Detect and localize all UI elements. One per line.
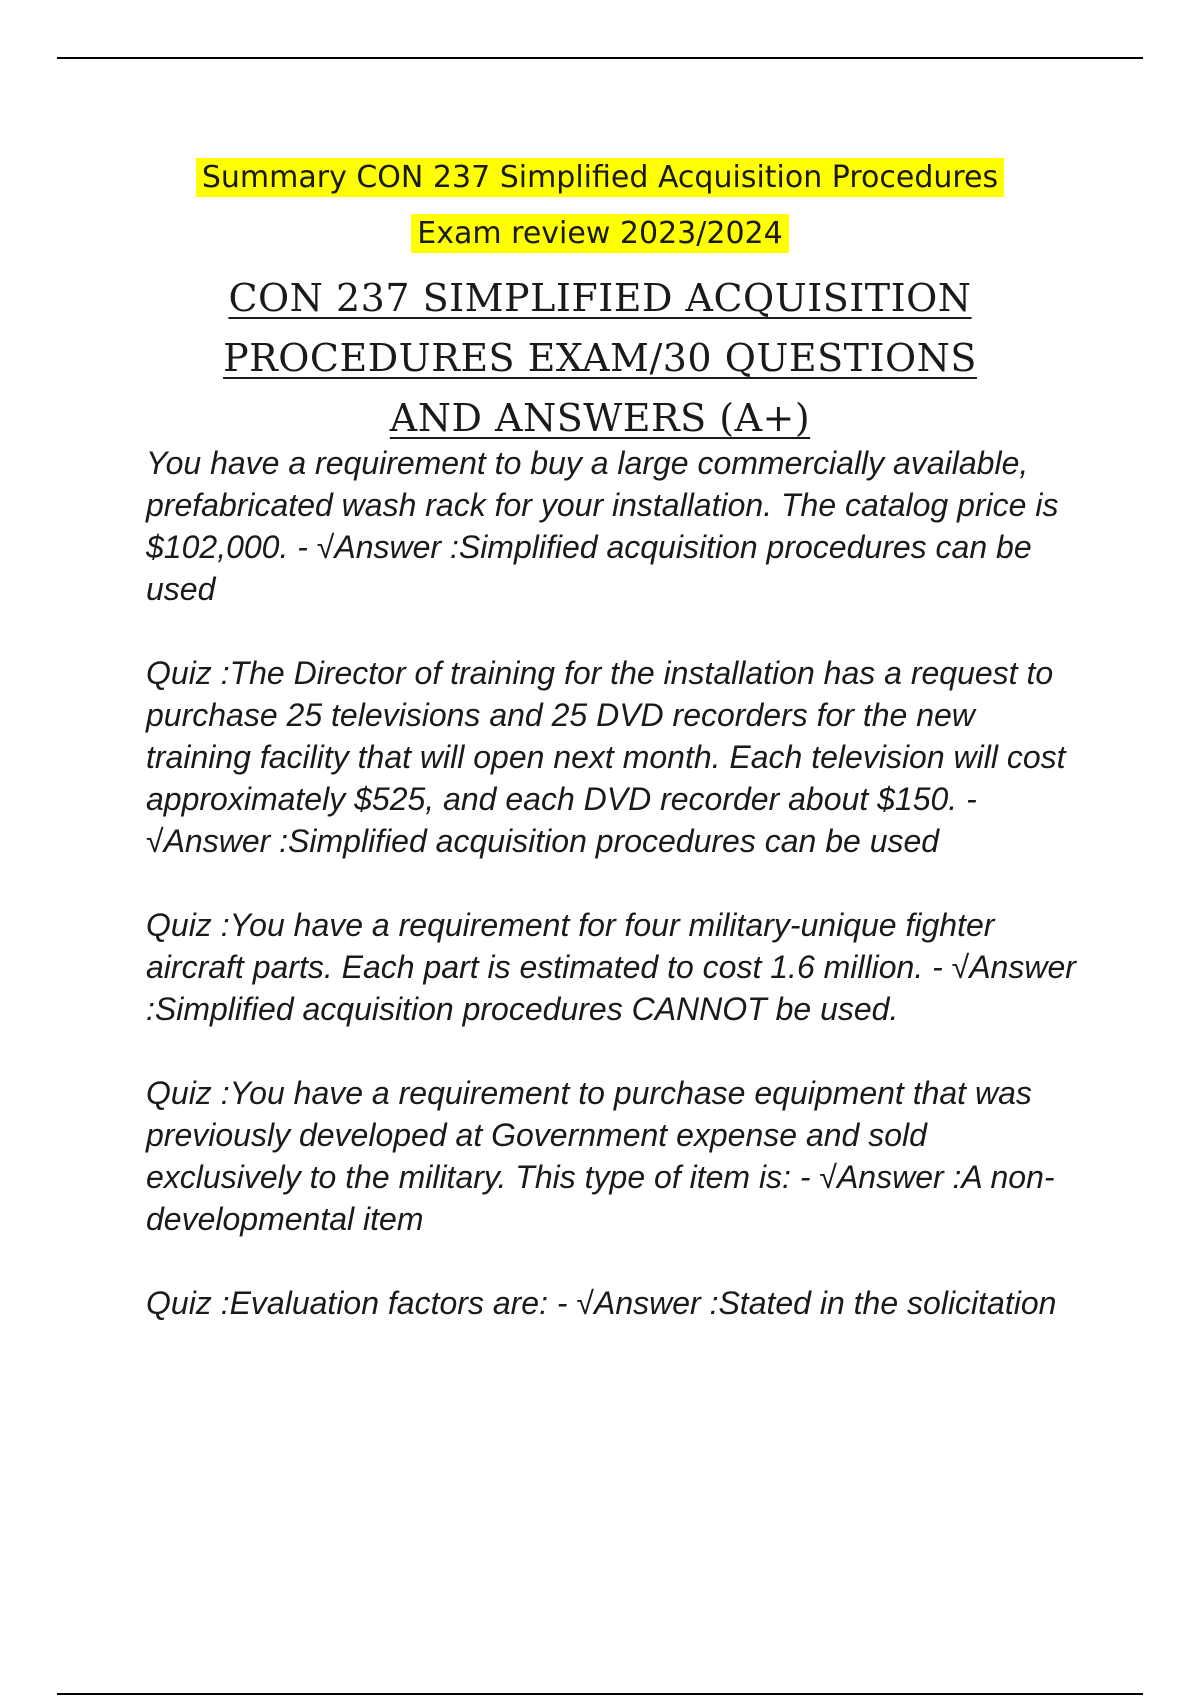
document-title [0, 268, 1200, 448]
question-answer-list [146, 442, 1076, 1366]
qa-item-3: Quiz :You have a requirement for four military-unique fighter aircraft parts. Each part is estimated to cost 1.6 million. - √Answer :Simplified acquisition procedures CANNOT be used. [146, 907, 1076, 1027]
title-line-3: AND ANSWERS (A+) [389, 396, 811, 440]
qa-item-5: Quiz :Evaluation factors are: - √Answer :Stated in the solicitation [146, 1285, 1057, 1321]
qa-item-4: Quiz :You have a requirement to purchase equipment that was previously developed at Government expense and sold exclusively to the military. This type of item is: - √Answer :A non-developmental item [146, 1075, 1055, 1237]
qa-item-1: You have a requirement to buy a large commercially available, prefabricated wash rack for your installation. The catalog price is $102,000. - √Answer :Simplified acquisition procedures can be used [146, 445, 1059, 607]
bottom-rule [57, 1693, 1143, 1695]
title-line-1: CON 237 SIMPLIFIED ACQUISITION [228, 276, 972, 320]
summary-line-1: Summary CON 237 Simplified Acquisition Procedures [196, 158, 1004, 197]
qa-item-2: Quiz :The Director of training for the installation has a request to purchase 25 televisions and 25 DVD recorders for the new training facility that will open next month. Each television will cost approximately $525, and each DVD recorder about $150. - √Answer :Simplified acquisition procedures can be used [146, 655, 1066, 859]
summary-heading [0, 150, 1200, 262]
summary-line-2: Exam review 2023/2024 [411, 214, 788, 253]
title-line-2: PROCEDURES EXAM/30 QUESTIONS [223, 336, 977, 380]
top-rule [57, 57, 1143, 59]
